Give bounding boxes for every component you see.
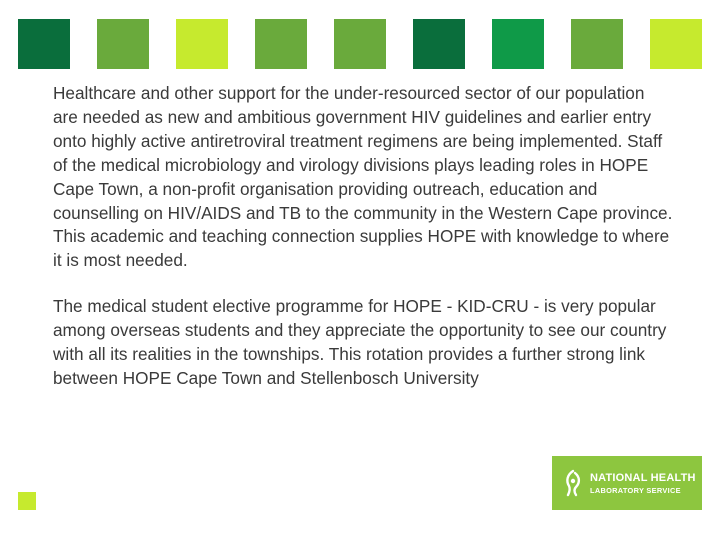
header-square (650, 19, 702, 69)
header-square (176, 19, 228, 69)
nhls-logo (552, 456, 702, 510)
paragraph-hope-cape-town: Healthcare and other support for the under-resourced sector of our population are needed as new and ambitious government HIV guidelines and earlier entry onto highly active antiretroviral treatment regimens are being implemented. Staff of the medical microbiology and virology divisions plays leading roles in HOPE Cape Town, a non-profit organisation providing outreach, education and counselling on HIV/AIDS and TB to the community in the Western Cape province. This academic and teaching connection supplies HOPE with knowledge to where it is most needed. (53, 83, 673, 271)
header-square (492, 19, 544, 69)
paragraph-kid-cru-elective: The medical student elective programme for HOPE - KID-CRU - is very popular among overseas students and they appreciate the opportunity to see our country with all its realities in the townships. This rotation provides a further strong link between HOPE Cape Town and Stellenbosch University (53, 296, 667, 388)
header-square (334, 19, 386, 69)
corner-square (18, 492, 36, 510)
header-square (18, 19, 70, 69)
body-text (53, 82, 673, 391)
header-square (413, 19, 465, 69)
header-square (255, 19, 307, 69)
logo-line-1: NATIONAL HEALTH (590, 471, 696, 484)
slide-number: 56 (662, 510, 675, 522)
logo-line-2: LABORATORY SERVICE (590, 485, 681, 495)
nhls-emblem-icon (562, 469, 584, 497)
header-square (571, 19, 623, 69)
header-square (97, 19, 149, 69)
